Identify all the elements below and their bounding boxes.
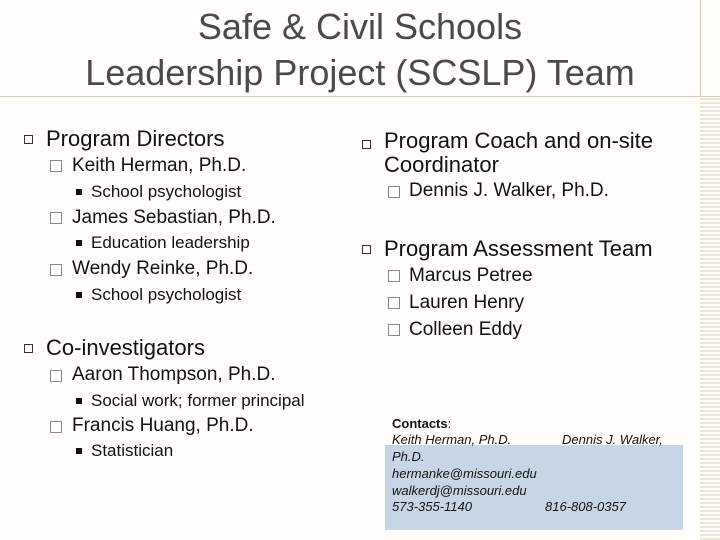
coinvestigator-name-2: Francis Huang, Ph.D. — [72, 415, 254, 436]
director-name-2: James Sebastian, Ph.D. — [72, 207, 276, 228]
director-role-3: School psychologist — [91, 285, 242, 304]
checkbox-bullet-icon — [50, 264, 62, 276]
contact-name-1: Keith Herman, Ph.D. — [392, 432, 512, 447]
coinvestigator-name-1: Aaron Thompson, Ph.D. — [72, 364, 276, 385]
dot-bullet-icon — [76, 240, 82, 246]
checkbox-bullet-icon — [388, 324, 400, 336]
dot-bullet-icon — [76, 189, 82, 195]
checkbox-bullet-icon — [50, 421, 62, 433]
contact-name-2: Dennis J. Walker, — [562, 432, 663, 447]
checkbox-bullet-icon — [388, 297, 400, 309]
director-role-1: School psychologist — [91, 182, 242, 201]
dot-bullet-icon — [76, 398, 82, 404]
decorative-stripe — [700, 97, 720, 540]
square-bullet-icon — [24, 344, 33, 353]
checkbox-bullet-icon — [50, 160, 62, 172]
directors-heading: Program Directors — [46, 126, 225, 151]
director-name-1: Keith Herman, Ph.D. — [72, 155, 247, 176]
checkbox-bullet-icon — [50, 370, 62, 382]
dot-bullet-icon — [76, 448, 82, 454]
square-bullet-icon — [24, 135, 33, 144]
title-divider — [0, 96, 720, 97]
checkbox-bullet-icon — [388, 186, 400, 198]
contact-name-2-cont: Ph.D. — [392, 449, 425, 464]
director-name-3: Wendy Reinke, Ph.D. — [72, 258, 254, 279]
coinvestigator-role-1: Social work; former principal — [91, 391, 305, 410]
contacts-label-text: Contacts — [392, 416, 448, 431]
title-line-1: Safe & Civil Schools — [197, 6, 523, 47]
coach-heading-line-1: Program Coach and on-site — [384, 128, 654, 153]
contact-phone-1: 573-355-1140 — [392, 499, 472, 514]
slide-title — [0, 4, 720, 96]
contacts-label-colon: : — [447, 416, 452, 431]
assessment-member-2: Lauren Henry — [409, 292, 525, 313]
coach-name: Dennis J. Walker, Ph.D. — [409, 180, 609, 201]
assessment-member-3: Colleen Eddy — [409, 319, 523, 340]
assessment-heading: Program Assessment Team — [384, 236, 653, 261]
director-role-2: Education leadership — [91, 233, 250, 252]
title-line-2: Leadership Project (SCSLP) Team — [85, 52, 635, 93]
coinvestigators-heading: Co-investigators — [46, 335, 205, 360]
contact-email-1[interactable]: hermanke@missouri.edu — [392, 466, 537, 481]
contacts-label — [392, 416, 451, 431]
contact-email-2[interactable]: walkerdj@missouri.edu — [392, 483, 527, 498]
assessment-member-1: Marcus Petree — [409, 265, 533, 286]
checkbox-bullet-icon — [388, 270, 400, 282]
checkbox-bullet-icon — [50, 212, 62, 224]
contact-phone-2: 816-808-0357 — [545, 499, 626, 514]
coach-heading-line-2: Coordinator — [384, 152, 499, 177]
coinvestigator-role-2: Statistician — [91, 441, 174, 460]
dot-bullet-icon — [76, 292, 82, 298]
square-bullet-icon — [362, 140, 371, 149]
square-bullet-icon — [362, 245, 371, 254]
